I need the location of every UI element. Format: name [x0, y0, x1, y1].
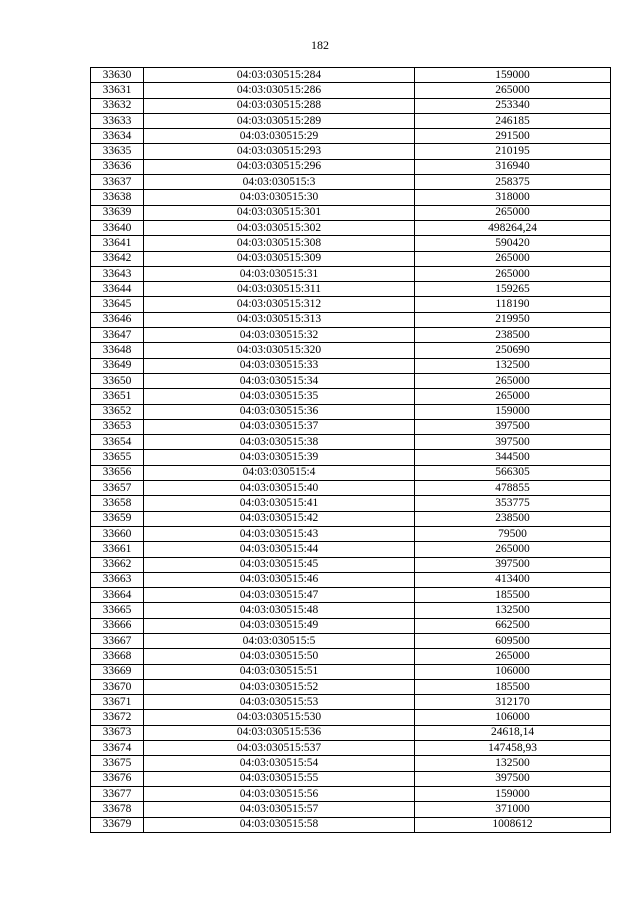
- value-cell: 265000: [415, 373, 611, 388]
- page-number: 182: [311, 38, 329, 52]
- value-cell: 353775: [415, 496, 611, 511]
- cadastral-number-cell: 04:03:030515:537: [144, 741, 415, 756]
- table-row: [91, 98, 611, 113]
- cadastral-number-cell: 04:03:030515:32: [144, 328, 415, 343]
- table-row: [91, 159, 611, 174]
- value-cell: 397500: [415, 435, 611, 450]
- cadastral-number-cell: 04:03:030515:536: [144, 725, 415, 740]
- row-number-cell: 33635: [91, 144, 144, 159]
- value-cell: 265000: [415, 251, 611, 266]
- cadastral-number-cell: 04:03:030515:312: [144, 297, 415, 312]
- value-cell: 265000: [415, 389, 611, 404]
- value-cell: 478855: [415, 481, 611, 496]
- value-cell: 312170: [415, 695, 611, 710]
- cadastral-number-cell: 04:03:030515:289: [144, 113, 415, 128]
- row-number-cell: 33670: [91, 679, 144, 694]
- cadastral-number-cell: 04:03:030515:530: [144, 710, 415, 725]
- value-cell: 210195: [415, 144, 611, 159]
- cadastral-number-cell: 04:03:030515:50: [144, 649, 415, 664]
- table-row: [91, 511, 611, 526]
- row-number-cell: 33651: [91, 389, 144, 404]
- row-number-cell: 33668: [91, 649, 144, 664]
- value-cell: 371000: [415, 802, 611, 817]
- value-cell: 344500: [415, 450, 611, 465]
- table-row: [91, 205, 611, 220]
- row-number-cell: 33643: [91, 266, 144, 281]
- cadastral-number-cell: 04:03:030515:37: [144, 419, 415, 434]
- row-number-cell: 33666: [91, 618, 144, 633]
- table-row: [91, 328, 611, 343]
- value-cell: 609500: [415, 633, 611, 648]
- cadastral-number-cell: 04:03:030515:284: [144, 68, 415, 83]
- table-row: [91, 83, 611, 98]
- table-row: [91, 679, 611, 694]
- cadastral-number-cell: 04:03:030515:54: [144, 756, 415, 771]
- value-cell: 318000: [415, 190, 611, 205]
- cadastral-number-cell: 04:03:030515:286: [144, 83, 415, 98]
- value-cell: 397500: [415, 557, 611, 572]
- value-cell: 590420: [415, 236, 611, 251]
- table-row: [91, 465, 611, 480]
- cadastral-number-cell: 04:03:030515:57: [144, 802, 415, 817]
- row-number-cell: 33631: [91, 83, 144, 98]
- cadastral-number-cell: 04:03:030515:58: [144, 817, 415, 832]
- row-number-cell: 33642: [91, 251, 144, 266]
- table-row: [91, 496, 611, 511]
- table-row: [91, 251, 611, 266]
- table-row: [91, 741, 611, 756]
- row-number-cell: 33637: [91, 175, 144, 190]
- cadastral-number-cell: 04:03:030515:296: [144, 159, 415, 174]
- value-cell: 253340: [415, 98, 611, 113]
- cadastral-number-cell: 04:03:030515:42: [144, 511, 415, 526]
- cadastral-number-cell: 04:03:030515:3: [144, 175, 415, 190]
- value-cell: 106000: [415, 664, 611, 679]
- value-cell: 566305: [415, 465, 611, 480]
- row-number-cell: 33654: [91, 435, 144, 450]
- table-row: [91, 618, 611, 633]
- cadastral-number-cell: 04:03:030515:309: [144, 251, 415, 266]
- value-cell: 1008612: [415, 817, 611, 832]
- value-cell: 185500: [415, 679, 611, 694]
- cadastral-number-cell: 04:03:030515:52: [144, 679, 415, 694]
- table-row: [91, 481, 611, 496]
- row-number-cell: 33669: [91, 664, 144, 679]
- row-number-cell: 33667: [91, 633, 144, 648]
- table-row: [91, 633, 611, 648]
- table-row: [91, 343, 611, 358]
- table-row: [91, 786, 611, 801]
- value-cell: 159000: [415, 786, 611, 801]
- value-cell: 397500: [415, 771, 611, 786]
- cadastral-number-cell: 04:03:030515:313: [144, 312, 415, 327]
- row-number-cell: 33633: [91, 113, 144, 128]
- table-row: [91, 771, 611, 786]
- value-cell: 316940: [415, 159, 611, 174]
- row-number-cell: 33664: [91, 588, 144, 603]
- cadastral-number-cell: 04:03:030515:38: [144, 435, 415, 450]
- cadastral-number-cell: 04:03:030515:31: [144, 266, 415, 281]
- value-cell: 238500: [415, 328, 611, 343]
- row-number-cell: 33655: [91, 450, 144, 465]
- cadastral-number-cell: 04:03:030515:36: [144, 404, 415, 419]
- table-row: [91, 526, 611, 541]
- cadastral-number-cell: 04:03:030515:311: [144, 282, 415, 297]
- cadastral-number-cell: 04:03:030515:41: [144, 496, 415, 511]
- row-number-cell: 33648: [91, 343, 144, 358]
- row-number-cell: 33639: [91, 205, 144, 220]
- row-number-cell: 33665: [91, 603, 144, 618]
- value-cell: 662500: [415, 618, 611, 633]
- value-cell: 265000: [415, 649, 611, 664]
- cadastral-number-cell: 04:03:030515:48: [144, 603, 415, 618]
- table-row: [91, 144, 611, 159]
- value-cell: 291500: [415, 129, 611, 144]
- table-row: [91, 312, 611, 327]
- cadastral-number-cell: 04:03:030515:40: [144, 481, 415, 496]
- table-row: [91, 802, 611, 817]
- value-cell: 265000: [415, 266, 611, 281]
- row-number-cell: 33640: [91, 220, 144, 235]
- value-cell: 185500: [415, 588, 611, 603]
- cadastral-number-cell: 04:03:030515:51: [144, 664, 415, 679]
- cadastral-number-cell: 04:03:030515:302: [144, 220, 415, 235]
- value-cell: 258375: [415, 175, 611, 190]
- table-row: [91, 695, 611, 710]
- table-row: [91, 664, 611, 679]
- cadastral-number-cell: 04:03:030515:56: [144, 786, 415, 801]
- row-number-cell: 33649: [91, 358, 144, 373]
- row-number-cell: 33658: [91, 496, 144, 511]
- row-number-cell: 33656: [91, 465, 144, 480]
- value-cell: 246185: [415, 113, 611, 128]
- row-number-cell: 33634: [91, 129, 144, 144]
- row-number-cell: 33678: [91, 802, 144, 817]
- row-number-cell: 33653: [91, 419, 144, 434]
- table-row: [91, 557, 611, 572]
- table-row: [91, 450, 611, 465]
- table-row: [91, 603, 611, 618]
- cadastral-number-cell: 04:03:030515:35: [144, 389, 415, 404]
- table-row: [91, 710, 611, 725]
- cadastral-number-cell: 04:03:030515:293: [144, 144, 415, 159]
- value-cell: 159000: [415, 404, 611, 419]
- table-row: [91, 756, 611, 771]
- row-number-cell: 33657: [91, 481, 144, 496]
- value-cell: 79500: [415, 526, 611, 541]
- value-cell: 132500: [415, 756, 611, 771]
- cadastral-number-cell: 04:03:030515:44: [144, 542, 415, 557]
- value-cell: 159265: [415, 282, 611, 297]
- row-number-cell: 33676: [91, 771, 144, 786]
- cadastral-number-cell: 04:03:030515:33: [144, 358, 415, 373]
- cadastral-number-cell: 04:03:030515:34: [144, 373, 415, 388]
- table-row: [91, 220, 611, 235]
- table-row: [91, 419, 611, 434]
- value-cell: 265000: [415, 205, 611, 220]
- table-row: [91, 649, 611, 664]
- table-row: [91, 389, 611, 404]
- table-row: [91, 542, 611, 557]
- table-row: [91, 373, 611, 388]
- table-row: [91, 236, 611, 251]
- value-cell: 132500: [415, 603, 611, 618]
- row-number-cell: 33673: [91, 725, 144, 740]
- cadastral-number-cell: 04:03:030515:55: [144, 771, 415, 786]
- cadastral-number-cell: 04:03:030515:39: [144, 450, 415, 465]
- row-number-cell: 33646: [91, 312, 144, 327]
- value-cell: 106000: [415, 710, 611, 725]
- table-row: [91, 175, 611, 190]
- table-row: [91, 817, 611, 832]
- value-cell: 132500: [415, 358, 611, 373]
- value-cell: 397500: [415, 419, 611, 434]
- row-number-cell: 33652: [91, 404, 144, 419]
- cadastral-number-cell: 04:03:030515:43: [144, 526, 415, 541]
- table-row: [91, 588, 611, 603]
- value-cell: 219950: [415, 312, 611, 327]
- table-row: [91, 435, 611, 450]
- value-cell: 118190: [415, 297, 611, 312]
- row-number-cell: 33638: [91, 190, 144, 205]
- data-table: [90, 67, 611, 833]
- cadastral-number-cell: 04:03:030515:30: [144, 190, 415, 205]
- row-number-cell: 33644: [91, 282, 144, 297]
- table-row: [91, 358, 611, 373]
- row-number-cell: 33630: [91, 68, 144, 83]
- row-number-cell: 33661: [91, 542, 144, 557]
- row-number-cell: 33672: [91, 710, 144, 725]
- value-cell: 147458,93: [415, 741, 611, 756]
- value-cell: 265000: [415, 542, 611, 557]
- row-number-cell: 33636: [91, 159, 144, 174]
- row-number-cell: 33641: [91, 236, 144, 251]
- cadastral-number-cell: 04:03:030515:320: [144, 343, 415, 358]
- value-cell: 265000: [415, 83, 611, 98]
- row-number-cell: 33645: [91, 297, 144, 312]
- row-number-cell: 33663: [91, 572, 144, 587]
- value-cell: 24618,14: [415, 725, 611, 740]
- row-number-cell: 33650: [91, 373, 144, 388]
- table-row: [91, 266, 611, 281]
- row-number-cell: 33674: [91, 741, 144, 756]
- cadastral-number-cell: 04:03:030515:308: [144, 236, 415, 251]
- row-number-cell: 33662: [91, 557, 144, 572]
- table-row: [91, 129, 611, 144]
- table-row: [91, 68, 611, 83]
- cadastral-number-cell: 04:03:030515:301: [144, 205, 415, 220]
- cadastral-number-cell: 04:03:030515:288: [144, 98, 415, 113]
- row-number-cell: 33647: [91, 328, 144, 343]
- cadastral-number-cell: 04:03:030515:4: [144, 465, 415, 480]
- cadastral-number-cell: 04:03:030515:46: [144, 572, 415, 587]
- row-number-cell: 33660: [91, 526, 144, 541]
- row-number-cell: 33677: [91, 786, 144, 801]
- cadastral-number-cell: 04:03:030515:53: [144, 695, 415, 710]
- value-cell: 250690: [415, 343, 611, 358]
- value-cell: 498264,24: [415, 220, 611, 235]
- value-cell: 413400: [415, 572, 611, 587]
- row-number-cell: 33675: [91, 756, 144, 771]
- cadastral-number-cell: 04:03:030515:29: [144, 129, 415, 144]
- row-number-cell: 33632: [91, 98, 144, 113]
- table-row: [91, 282, 611, 297]
- cadastral-number-cell: 04:03:030515:47: [144, 588, 415, 603]
- row-number-cell: 33659: [91, 511, 144, 526]
- cadastral-number-cell: 04:03:030515:5: [144, 633, 415, 648]
- cadastral-number-cell: 04:03:030515:49: [144, 618, 415, 633]
- table-row: [91, 725, 611, 740]
- cadastral-number-cell: 04:03:030515:45: [144, 557, 415, 572]
- table-row: [91, 113, 611, 128]
- row-number-cell: 33671: [91, 695, 144, 710]
- value-cell: 238500: [415, 511, 611, 526]
- value-cell: 159000: [415, 68, 611, 83]
- table-body: [91, 68, 611, 833]
- row-number-cell: 33679: [91, 817, 144, 832]
- table-row: [91, 404, 611, 419]
- table-row: [91, 572, 611, 587]
- table-row: [91, 190, 611, 205]
- table-row: [91, 297, 611, 312]
